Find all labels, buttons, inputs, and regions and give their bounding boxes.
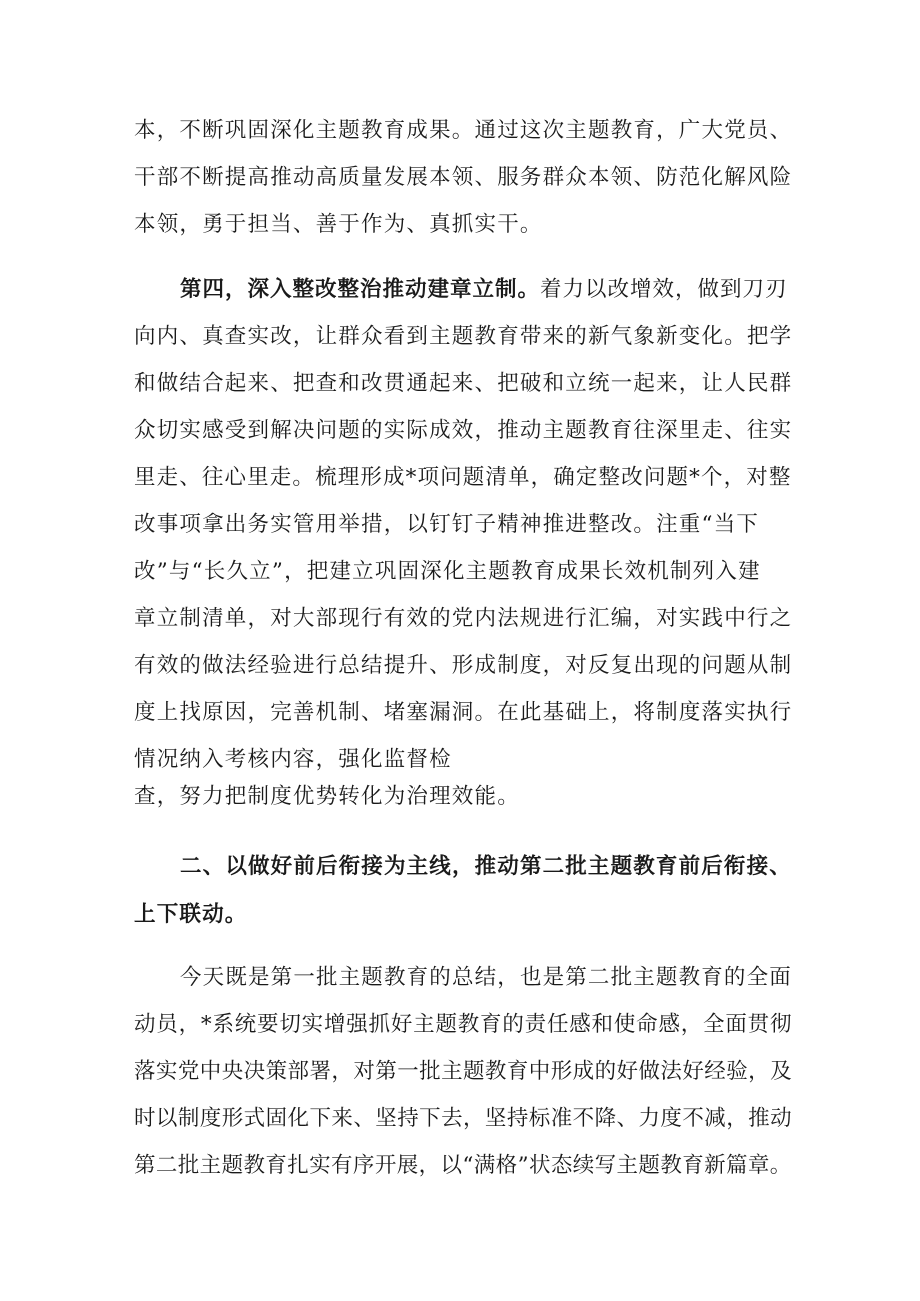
paragraph-line: 本，不断巩固深化主题教育成果。通过这次主题教育，广大党员、 [134,118,793,143]
paragraph-line: 第二批主题教育扎实有序开展，以“满格”状态续写主题教育新篇章。 [134,1153,792,1178]
paragraph-lead-text: 着力以改增效，做到刀刃 [540,277,788,302]
paragraph-line: 章立制清单，对大部现行有效的党内法规进行汇编，对实践中行之 [134,606,793,631]
paragraph-line: 改”与“长久立”，把建立巩固深化主题教育成果长效机制列入建 [134,559,761,584]
paragraph-line: 有效的做法经验进行总结提升、形成制度，对反复出现的问题从制 [134,653,793,678]
paragraph-line: 向内、真查实改，让群众看到主题教育带来的新气象新变化。把学 [134,324,793,349]
paragraph-first-line [180,275,788,305]
paragraph-lead-heading: 第四，深入整改整治推动建章立制。 [180,277,541,302]
paragraph-line: 度上找原因，完善机制、堵塞漏洞。在此基础上，将制度落实执行 [134,700,793,725]
paragraph-line: 和做结合起来、把查和改贯通起来、把破和立统一起来，让人民群 [134,371,793,396]
paragraph-line: 动员，*系统要切实增强抓好主题教育的责任感和使命感，全面贯彻 [134,1012,793,1037]
section-heading-continued: 上下联动。 [134,902,248,927]
section-heading: 二、以做好前后衔接为主线，推动第二批主题教育前后衔接、 [180,854,792,879]
paragraph-line: 查，努力把制度优势转化为治理效能。 [134,784,520,809]
paragraph-line: 落实党中央决策部署，对第一批主题教育中形成的好做法好经验，及 [134,1059,793,1084]
paragraph-line: 干部不断提高推动高质量发展本领、服务群众本领、防范化解风险 [134,165,793,190]
paragraph-line: 时以制度形式固化下来、坚持下去，坚持标准不降、力度不减，推动 [134,1106,793,1131]
paragraph-line: 改事项拿出务实管用举措，以钉钉子精神推进整改。注重“当下 [134,512,760,537]
paragraph-first-line: 今天既是第一批主题教育的总结，也是第二批主题教育的全面 [180,965,792,990]
paragraph-line: 本领，勇于担当、善于作为、真抓实干。 [134,212,543,237]
paragraph-line: 情况纳入考核内容，强化监督检 [134,747,452,772]
paragraph-line: 众切实感受到解决问题的实际成效，推动主题教育往深里走、往实 [134,418,793,443]
paragraph-line: 里走、往心里走。梳理形成*项问题清单，确定整改问题*个，对整 [134,465,792,490]
